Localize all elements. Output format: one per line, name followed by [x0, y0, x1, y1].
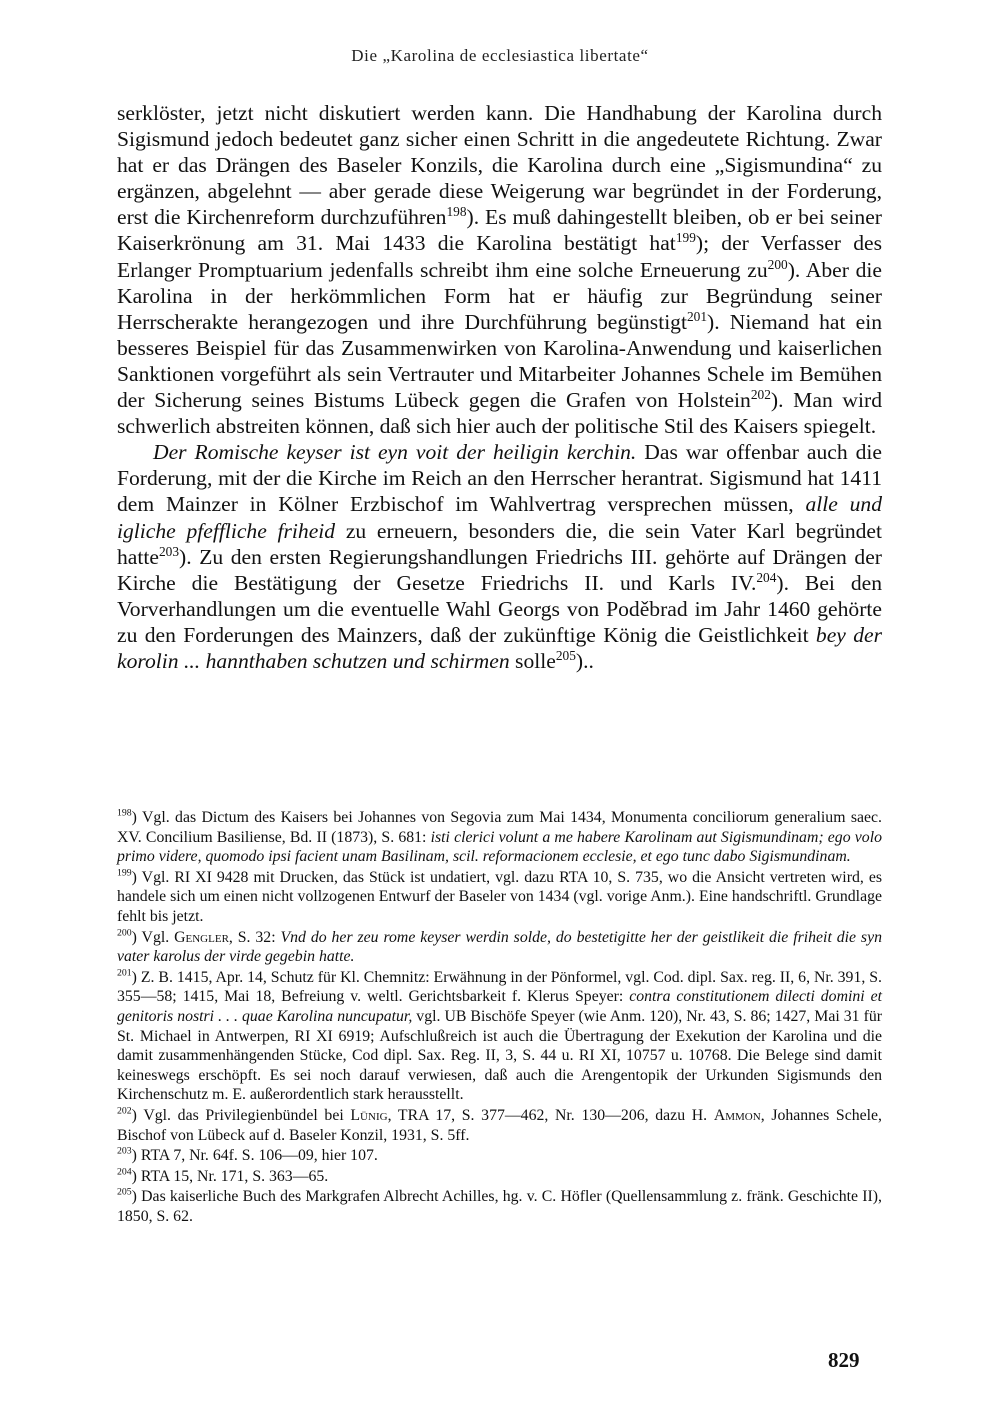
text-run: )..: [575, 648, 594, 673]
text-run: solle: [509, 648, 556, 673]
running-head: Die „Karolina de ecclesiastica libertate“: [351, 46, 649, 65]
footnote-text: ) RTA 7, Nr. 64f. S. 106—09, hier 107.: [131, 1147, 378, 1165]
footnote-ref: 201: [686, 308, 708, 324]
footnote-number: 205: [117, 1187, 132, 1199]
footnote-number: 199: [117, 867, 132, 879]
footnote-ref: 205: [555, 647, 576, 663]
footnote-ref: 198: [446, 204, 467, 220]
quote-italic: Der Romische keyser ist eyn voit der heiligin kerchin.: [153, 440, 637, 465]
footnote-202: [117, 1106, 882, 1145]
text-run: serklöster, jetzt nicht diskutiert werden kann. Die Handhabung der Karolina durch Sigismund jedoch bedeutet ganz sicher einen Schritt in die angedeutete Richtung. Zwar hat er das Drängen des Baseler Konzils, die Karolina durch eine „Sigismundina“ zu ergänzen, abgelehnt — aber gerade diese Weigerung war begründet in der Forderung, erst die Kirchenreform durchzuführen: [117, 101, 882, 230]
author-name: Ammon: [713, 1106, 761, 1124]
footnote-text: , Johannes Schele, Bischof von Lübeck auf d. Baseler Konzil, 1931, S. 5ff.: [117, 1106, 882, 1144]
text-run: ); der Verfasser des Erlanger Promptuarium jedenfalls schreibt ihm eine solche Erneuerung zu: [117, 231, 882, 282]
footnote-ref: 204: [756, 569, 777, 585]
footnote-quote: isti clerici volunt a me habere Karolinam aut Sigismundinam; ego volo primo videre, quomodo ipsi facient unam Basilinam, scil. reformacionem ecclesie, et ego tunc dabo Sigismundinam.: [117, 828, 882, 866]
paragraph-1: [117, 100, 882, 439]
footnote-number: 198: [117, 807, 132, 819]
quote-italic: bey der korolin ... hannthaben schutzen und schirmen: [117, 622, 883, 673]
text-run: ). Man wird schwerlich abstreiten können, daß sich hier auch der politische Stil des Kaisers spiegelt.: [117, 388, 882, 439]
footnote-203: [117, 1146, 882, 1166]
footnote-ref: 200: [767, 256, 788, 272]
page-number: 829: [828, 1348, 860, 1372]
footnote-200: [117, 928, 882, 967]
footnote-201: [117, 968, 882, 1105]
text-run: Das war offenbar auch die Forderung, mit der die Kirche im Reich an den Herrscher herantrat. Sigismund hat 1411 dem Mainzer in Kölner Erzbischof im Wahlvertrag versprechen müssen,: [117, 440, 882, 517]
footnote-ref: 203: [158, 543, 180, 559]
text-run: ). Aber die Karolina in der herkömmlichen Form hat er häufig zur Begründung seiner Herrscherakte herangezogen und ihre Durchführung begünstigt: [117, 257, 883, 334]
footnote-text: , S. 32:: [228, 928, 281, 946]
text-run: ). Zu den ersten Regierungshandlungen Friedrichs III. gehörte auf Drängen der Kirche die Bestätigung der Gesetze Friedrichs II. und Karls IV.: [117, 544, 882, 595]
footnote-199: [117, 868, 882, 927]
footnote-number: 201: [117, 967, 132, 979]
text-run: ). Es muß dahingestellt bleiben, ob er bei seiner Kaiserkrönung am 31. Mai 1433 die Karolina bestätigt hat: [117, 205, 882, 256]
footnote-number: 202: [117, 1105, 132, 1117]
author-name: Lünig: [350, 1106, 388, 1124]
footnote-text: ) Vgl. das Dictum des Kaisers bei Johannes von Segovia zum Mai 1434, Monumenta conciliorum generalium saec. XV. Concilium Basiliense, Bd. II (1873), S. 681:: [117, 809, 882, 846]
text-run: ). Niemand hat ein besseres Beispiel für das Zusammenwirken von Karolina-Anwendung und kaiserlichen Sanktionen vorgeführt als sein Vertrauter und Mitarbeiter Johannes Schele im Bemühen der Sicherung seines Bistums Lübeck gegen die Grafen von Holstein: [117, 309, 882, 413]
footnote-quote: Vnd do her zeu rome keyser werdin solde, do bestetigitte her der geistlikeit die friheit die syn vater karolus der virde gegebin hatte.: [117, 928, 882, 966]
quote-italic: alle und igliche pfeffliche friheid: [117, 492, 882, 543]
footnote-quote: contra constitutionem dilecti domini et genitoris nostri . . . quae Karolina nuncupatur,: [117, 988, 882, 1025]
text-run: ). Bei den Vorverhandlungen um die eventuelle Wahl Georgs von Poděbrad im Jahr 1460 gehörte zu den Forderungen des Mainzers, daß der zukünftige König die Geistlichkeit: [117, 570, 882, 647]
footnote-text: ) Z. B. 1415, Apr. 14, Schutz für Kl. Chemnitz: Erwähnung in der Pönformel, vgl. Cod. dipl. Sax. reg. II, 6, Nr. 391, S. 355—58; 1415, Mai 18, Befreiung v. weltl. Gerichtsbarkeit f. Klerus Speyer:: [117, 968, 882, 1006]
footnote-text: , TRA 17, S. 377—462, Nr. 130—206, dazu H.: [387, 1106, 714, 1124]
footnote-number: 204: [117, 1166, 132, 1178]
footnote-204: [117, 1167, 882, 1187]
footnote-ref: 202: [750, 386, 771, 402]
paragraph-2: [117, 439, 882, 674]
footnotes: [117, 808, 882, 1227]
footnote-text: ) Vgl. das Privilegienbündel bei: [131, 1106, 351, 1124]
footnote-205: [117, 1187, 882, 1226]
footnote-198: [117, 808, 882, 867]
footnote-ref: 199: [675, 230, 696, 246]
footnote-number: 203: [117, 1145, 132, 1157]
footnote-text: ) Vgl.: [131, 928, 175, 946]
footnote-text: ) Vgl. RI XI 9428 mit Drucken, das Stück ist undatiert, vgl. dazu RTA 10, S. 735, wo die Ansicht vertreten wird, es handele sich um einen nicht vollzogenen Entwurf der Baseler von 1434 (vgl. vorige Anm.). Eine handschriftl. Grundlage fehlt bis jetzt.: [117, 868, 882, 925]
footnote-text: ) Das kaiserliche Buch des Markgrafen Albrecht Achilles, hg. v. C. Höfler (Quellensammlung z. fränk. Geschichte II), 1850, S. 62.: [117, 1188, 882, 1225]
text-run: zu erneuern, besonders die, die sein Vater Karl begründet hatte: [117, 518, 882, 569]
footnote-number: 200: [117, 927, 132, 939]
footnote-text: ) RTA 15, Nr. 171, S. 363—65.: [131, 1167, 329, 1185]
author-name: Gengler: [174, 928, 229, 946]
footnote-text: vgl. UB Bischöfe Speyer (wie Anm. 120), Nr. 43, S. 86; 1427, Mai 31 für St. Michael in Antwerpen, RI XI 6919; Aufschlußreich ist auch die Übertragung der Exekution der Karolina und die damit zusammenhängenden Stücke, Cod dipl. Sax. Reg. II, 3, S. 44 u. RI XI, 10757 u. 10768. Die Belege sind damit keineswegs erschöpft. Es sei noch darauf verwiesen, daß auch die Arengentopik der Urkunden Sigismunds den Kirchenschutz m. E. außerordentlich stark herausstellt.: [117, 1007, 882, 1104]
main-text: [117, 100, 882, 674]
